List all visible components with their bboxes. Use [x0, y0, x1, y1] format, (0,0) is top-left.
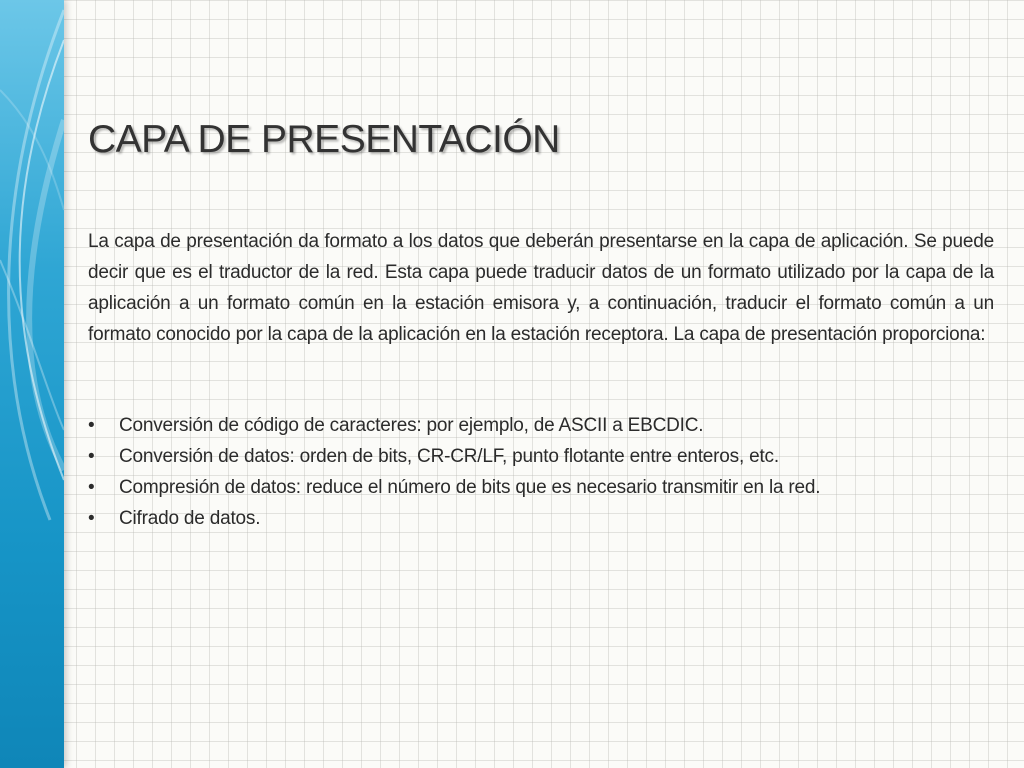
- bullet-item-data-encryption: [88, 503, 994, 534]
- wave-decoration-icon: [0, 0, 64, 768]
- bullet-list: [88, 410, 994, 534]
- bullet-icon: •: [88, 415, 95, 436]
- bullet-text: Conversión de datos: orden de bits, CR-CR/LF, punto flotante entre enteros, etc.: [119, 446, 779, 467]
- bullet-icon: •: [88, 446, 95, 467]
- bullet-icon: •: [88, 477, 95, 498]
- decorative-side-band: [0, 0, 64, 768]
- bullet-text: Conversión de código de caracteres: por ejemplo, de ASCII a EBCDIC.: [119, 415, 704, 436]
- bullet-icon: •: [88, 508, 95, 529]
- bullet-text: Cifrado de datos.: [119, 508, 261, 529]
- bullet-item-character-conversion: [88, 410, 994, 441]
- bullet-item-data-conversion: [88, 441, 994, 472]
- bullet-text: Compresión de datos: reduce el número de bits que es necesario transmitir en la red.: [119, 477, 821, 498]
- bullet-item-data-compression: [88, 472, 994, 503]
- body-paragraph: La capa de presentación da formato a los datos que deberán presentarse en la capa de aplicación. Se puede decir que es el traductor de la red. Esta capa puede traducir datos de un formato utilizado por la capa de la aplicación a un formato común en la estación emisora y, a continuación, traducir el formato común a un formato conocido por la capa de la aplicación en la estación receptora. La capa de presentación proporciona:: [88, 231, 994, 345]
- slide-title: CAPA DE PRESENTACIÓN: [88, 118, 560, 161]
